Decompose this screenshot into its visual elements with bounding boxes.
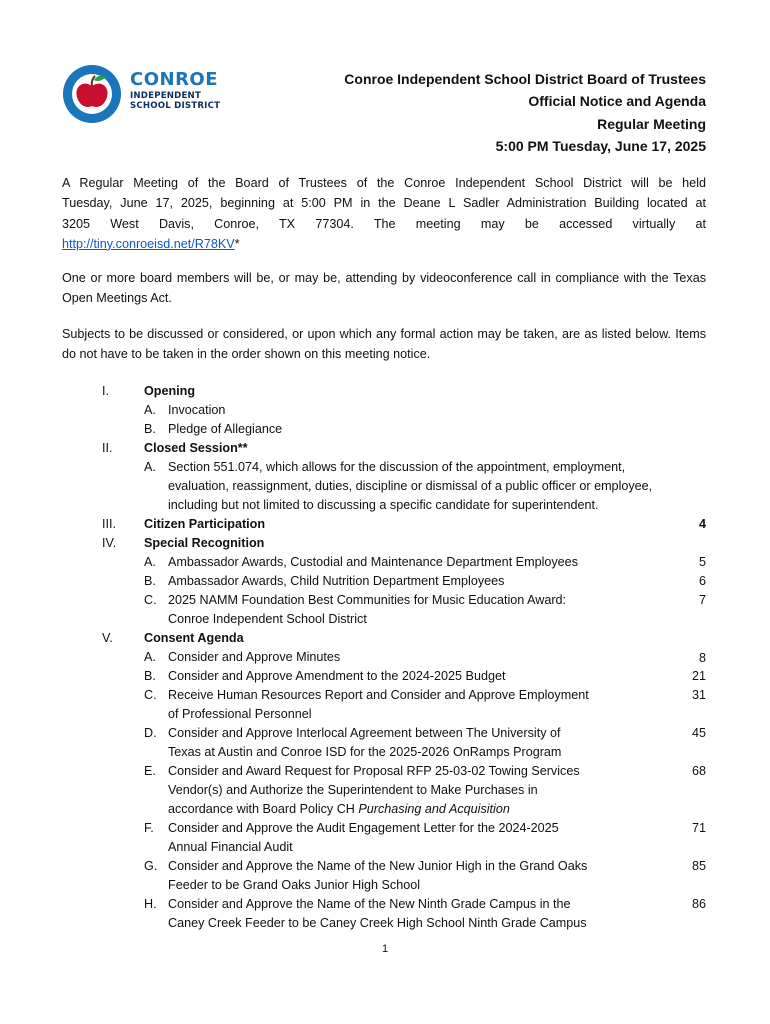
- agenda-item: [62, 857, 706, 876]
- intro-paragraph: [62, 173, 706, 254]
- page-number: 1: [381, 943, 389, 955]
- item-text-cont: of Professional Personnel: [168, 707, 312, 721]
- section-number: III.: [102, 517, 116, 531]
- page-reference: 68: [691, 764, 706, 778]
- agenda-section: [62, 534, 706, 553]
- agenda-section: [62, 382, 706, 401]
- item-letter: D.: [144, 726, 157, 740]
- page-reference: 31: [691, 688, 706, 702]
- item-text-cont: Annual Financial Audit: [168, 840, 293, 854]
- agenda-section: [62, 515, 706, 534]
- agenda-item: [62, 553, 706, 572]
- logo-name: CONROE: [130, 69, 219, 90]
- section-title: Special Recognition: [144, 536, 265, 550]
- page-reference: 4: [698, 517, 706, 531]
- page-reference: 71: [691, 821, 706, 835]
- item-text: Consider and Approve Interlocal Agreement between The University of: [168, 726, 561, 740]
- policy-prefix: accordance with Board Policy CH: [168, 802, 359, 816]
- section-title: Closed Session**: [144, 441, 248, 455]
- agenda-item: [62, 458, 706, 477]
- item-letter: G.: [144, 859, 158, 873]
- header-subtitle: Official Notice and Agenda: [528, 93, 706, 110]
- item-text-cont: Caney Creek Feeder to be Caney Creek High School Ninth Grade Campus: [168, 916, 587, 930]
- agenda-item: [62, 572, 706, 591]
- item-text-cont: Feeder to be Grand Oaks Junior High School: [168, 878, 421, 892]
- agenda-item: [62, 686, 706, 705]
- agenda-item: [62, 762, 706, 781]
- item-text-cont: Vendor(s) and Authorize the Superintendent to Make Purchases in: [168, 783, 538, 797]
- item-text: Ambassador Awards, Child Nutrition Department Employees: [168, 574, 505, 588]
- intro-line: Tuesday, June 17, 2025, beginning at 5:00 PM in the Deane L Sadler Administration Building located at: [62, 196, 706, 211]
- document-header: [344, 68, 706, 158]
- item-letter: A.: [144, 650, 156, 664]
- item-text: Invocation: [168, 403, 226, 417]
- item-text: Section 551.074, which allows for the discussion of the appointment, employment,: [168, 460, 626, 474]
- subjects-paragraph: Subjects to be discussed or considered, or upon which any formal action may be taken, are as listed below. Items do not have to be taken in the order shown on this meeting notice.: [62, 327, 706, 362]
- header-datetime: 5:00 PM Tuesday, June 17, 2025: [495, 138, 706, 155]
- section-title: Citizen Participation: [144, 517, 266, 531]
- item-text-cont: including but not limited to discussing a specific candidate for superintendent.: [168, 498, 599, 512]
- page-reference: 6: [698, 574, 706, 588]
- section-number: II.: [102, 441, 113, 455]
- page-reference: 21: [691, 669, 706, 683]
- header-title: Conroe Independent School District Board of Trustees: [344, 71, 706, 87]
- page-reference: 86: [691, 897, 706, 911]
- agenda-item: [62, 401, 706, 420]
- item-letter: B.: [144, 422, 156, 436]
- agenda-item: [62, 667, 706, 686]
- intro-line: 3205 West Davis, Conroe, TX 77304. The meeting may be accessed virtually at: [62, 216, 706, 231]
- item-text-cont: Texas at Austin and Conroe ISD for the 2025-2026 OnRamps Program: [168, 745, 562, 759]
- page-reference: 85: [691, 859, 706, 873]
- agenda-item: [62, 420, 706, 439]
- item-text: Consider and Approve the Name of the New Junior High in the Grand Oaks: [168, 859, 588, 873]
- item-letter: C.: [144, 593, 157, 607]
- item-letter: F.: [144, 821, 154, 835]
- district-logo: [62, 64, 232, 124]
- item-text: Consider and Approve Minutes: [168, 650, 341, 664]
- link-asterisk: *: [234, 236, 240, 251]
- page-reference: 8: [698, 651, 706, 665]
- item-text: Ambassador Awards, Custodial and Maintenance Department Employees: [168, 555, 578, 569]
- item-letter: B.: [144, 669, 156, 683]
- agenda-item: [62, 895, 706, 914]
- agenda-section: [62, 629, 706, 648]
- agenda-item: [62, 591, 706, 610]
- item-text: Consider and Approve the Audit Engagement Letter for the 2024-2025: [168, 821, 559, 835]
- item-letter: A.: [144, 403, 156, 417]
- page-reference: 5: [698, 555, 706, 569]
- logo-line1: INDEPENDENT: [130, 91, 202, 101]
- agenda-list: [62, 382, 706, 933]
- virtual-meeting-link[interactable]: http://tiny.conroeisd.net/R78KV: [62, 236, 235, 251]
- videoconference-paragraph: One or more board members will be, or may be, attending by videoconference call in compliance with the Texas Open Meetings Act.: [62, 271, 706, 306]
- policy-title: Purchasing and Acquisition: [358, 802, 510, 816]
- item-text-cont: Conroe Independent School District: [168, 612, 367, 626]
- section-title: Opening: [144, 384, 196, 398]
- apple-logo-icon: [62, 64, 124, 124]
- section-title: Consent Agenda: [144, 631, 244, 645]
- item-letter: B.: [144, 574, 156, 588]
- agenda-item: [62, 819, 706, 838]
- agenda-item: [62, 648, 706, 667]
- item-text: Consider and Approve Amendment to the 2024-2025 Budget: [168, 669, 506, 683]
- item-letter: A.: [144, 555, 156, 569]
- section-number: I.: [102, 384, 109, 398]
- item-letter: H.: [144, 897, 157, 911]
- agenda-section: [62, 439, 706, 458]
- page-reference: 7: [698, 593, 706, 607]
- agenda-item: [62, 724, 706, 743]
- intro-line: A Regular Meeting of the Board of Trustees of the Conroe Independent School District will be held: [62, 176, 706, 190]
- apple-shape: [76, 84, 107, 107]
- item-text: 2025 NAMM Foundation Best Communities for Music Education Award:: [168, 593, 567, 607]
- section-number: IV.: [102, 536, 117, 550]
- header-meeting-type: Regular Meeting: [597, 115, 706, 132]
- page-reference: 45: [691, 726, 706, 740]
- item-text: Consider and Approve the Name of the New Ninth Grade Campus in the: [168, 897, 571, 911]
- item-text: Pledge of Allegiance: [168, 422, 283, 436]
- item-text-cont: evaluation, reassignment, duties, discipline or dismissal of a public officer or employee,: [168, 479, 653, 493]
- item-text: Consider and Award Request for Proposal RFP 25-03-02 Towing Services: [168, 764, 580, 778]
- section-number: V.: [102, 631, 113, 645]
- item-letter: E.: [144, 764, 156, 778]
- item-text: Receive Human Resources Report and Consider and Approve Employment: [168, 688, 589, 702]
- logo-line2: SCHOOL DISTRICT: [130, 101, 221, 111]
- item-letter: C.: [144, 688, 157, 702]
- item-text-cont: [168, 800, 668, 819]
- item-letter: A.: [144, 460, 156, 474]
